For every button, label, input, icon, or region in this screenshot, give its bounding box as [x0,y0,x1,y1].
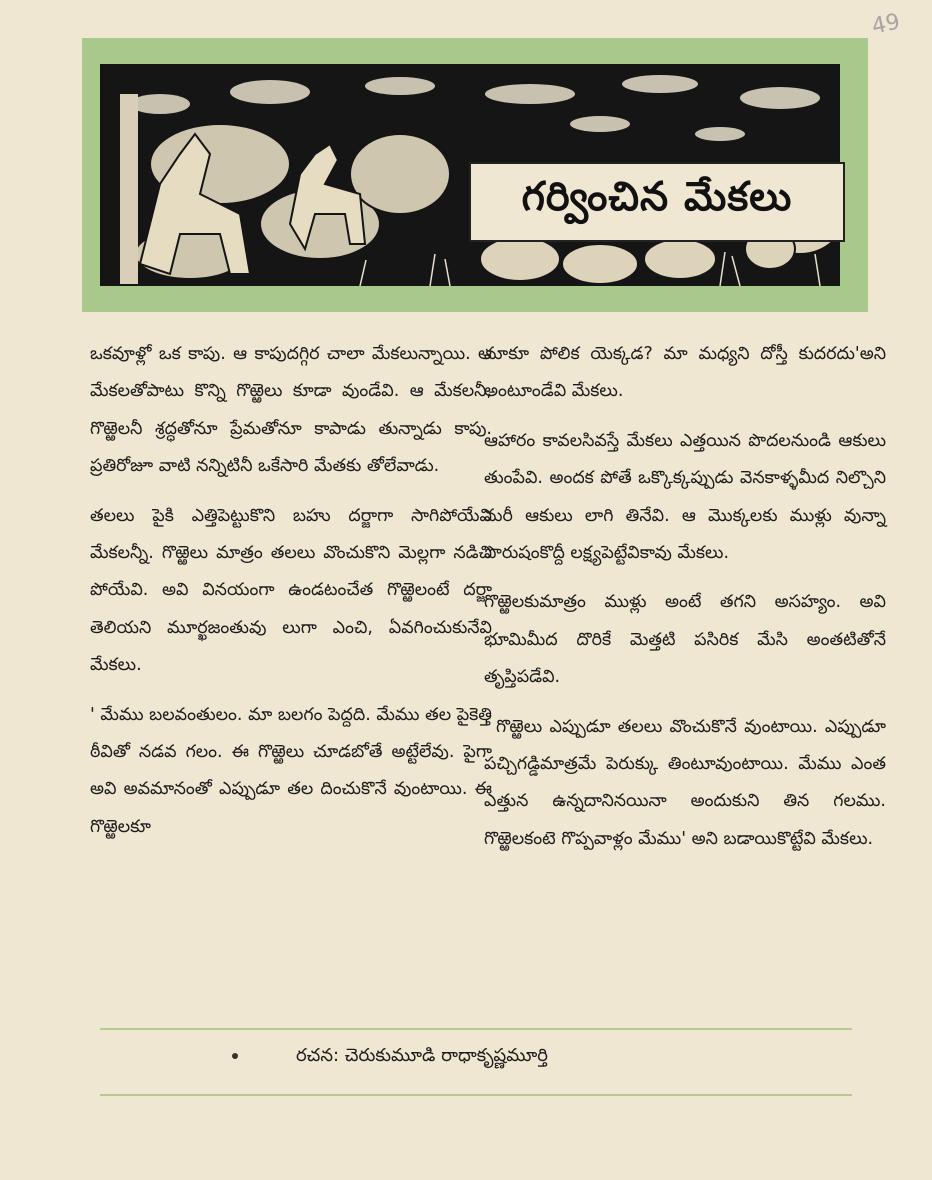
page-number: 49 [869,9,903,40]
left-column [90,336,492,846]
divider [100,1094,852,1096]
paragraph: గొఱ్ఱెలకుమాత్రం ముళ్లు అంటే తగని అసహ్యం. అవి భూమిమీద దొరికే మెత్తటి పసిరిక మేసి అంతటితోనే తృప్తిపడేవి. [484,592,886,688]
bullet-icon [232,1053,238,1059]
divider [100,1028,852,1030]
paragraph: మాకూ పోలిక యెక్కడ? మా మధ్యని దోస్తీ కుదరదు'అని అంటూండేవి మేకలు. [484,344,886,402]
right-column [484,336,886,858]
paragraph: ఆహారం కావలసివస్తే మేకలు ఎత్తయిన పొదలనుండి ఆకులు తుంపేవి. అందక పోతే ఒక్కొక్కప్పుడు వెనకాళ్ళమీద నిల్చొని మరీ ఆకులు లాగి తినేవి. ఆ మొక్కలకు ముళ్లు వున్నా పొరుషంకొద్దీ లక్ష్యపెట్టేవికావు మేకలు. [484,430,886,564]
title-banner [82,38,868,312]
paragraph: ' గొఱ్ఱెలు ఎప్పుడూ తలలు వొంచుకొనే వుంటాయి. ఎప్పుడూ పచ్చిగడ్డిమాత్రమే పెరుక్కు తింటూవుంటాయి. మేము ఎంత ఎత్తున ఉన్నదానినయినా అందుకుని తిన గలము. గొఱ్ఱెలకంటె గొప్పవాళ్లం మేము' అని బడాయికొట్టేవి మేకలు. [484,716,886,849]
author-credit [232,1038,752,1074]
author-credit-text: రచన: చెరుకుమూడి రాధాకృష్ణమూర్తి [296,1045,548,1066]
paragraph: ఒకవూళ్లో ఒక కాపు. ఆ కాపుదగ్గిర చాలా మేకలున్నాయి. ఆ మేకలతోపాటు కొన్ని గొఱ్ఱెలు కూడా వుండేవి. ఆ మేకలనీ, గొఱ్ఱెలనీ శ్రద్ధతోనూ ప్రేమతోనూ కాపాడు తున్నాడు కాపు. ప్రతిరోజూ వాటి నన్నిటినీ ఒకేసారి మేతకు తోలేవాడు. [90,344,492,477]
story-title: గర్వించిన మేకలు [469,162,845,242]
paragraph: తలలు పైకి ఎత్తిపెట్టుకొని బహు దర్జాగా సాగిపోయేవి మేకలన్నీ. గొఱ్ఱెలు మాత్రం తలలు వొంచుకొని మెల్లగా నడిచి పోయేవి. అవి వినయంగా ఉండటంచేత గొఱ్ఱెలంటే దర్జా తెలియని మూర్ఖజంతువు లుగా ఎంచి, ఏవగించుకునేవి మేకలు. [90,505,492,676]
paragraph: ' మేము బలవంతులం. మా బలగం పెద్దది. మేము తల పైకెత్తి ఠీవితో నడవ గలం. ఈ గొఱ్ఱెలు చూడబోతే అట్టేలేవు. పైగా అవి అవమానంతో ఎప్పుడూ తల దించుకొనే వుంటాయి. ఈ గొఱ్ఱెలకూ [90,704,492,837]
